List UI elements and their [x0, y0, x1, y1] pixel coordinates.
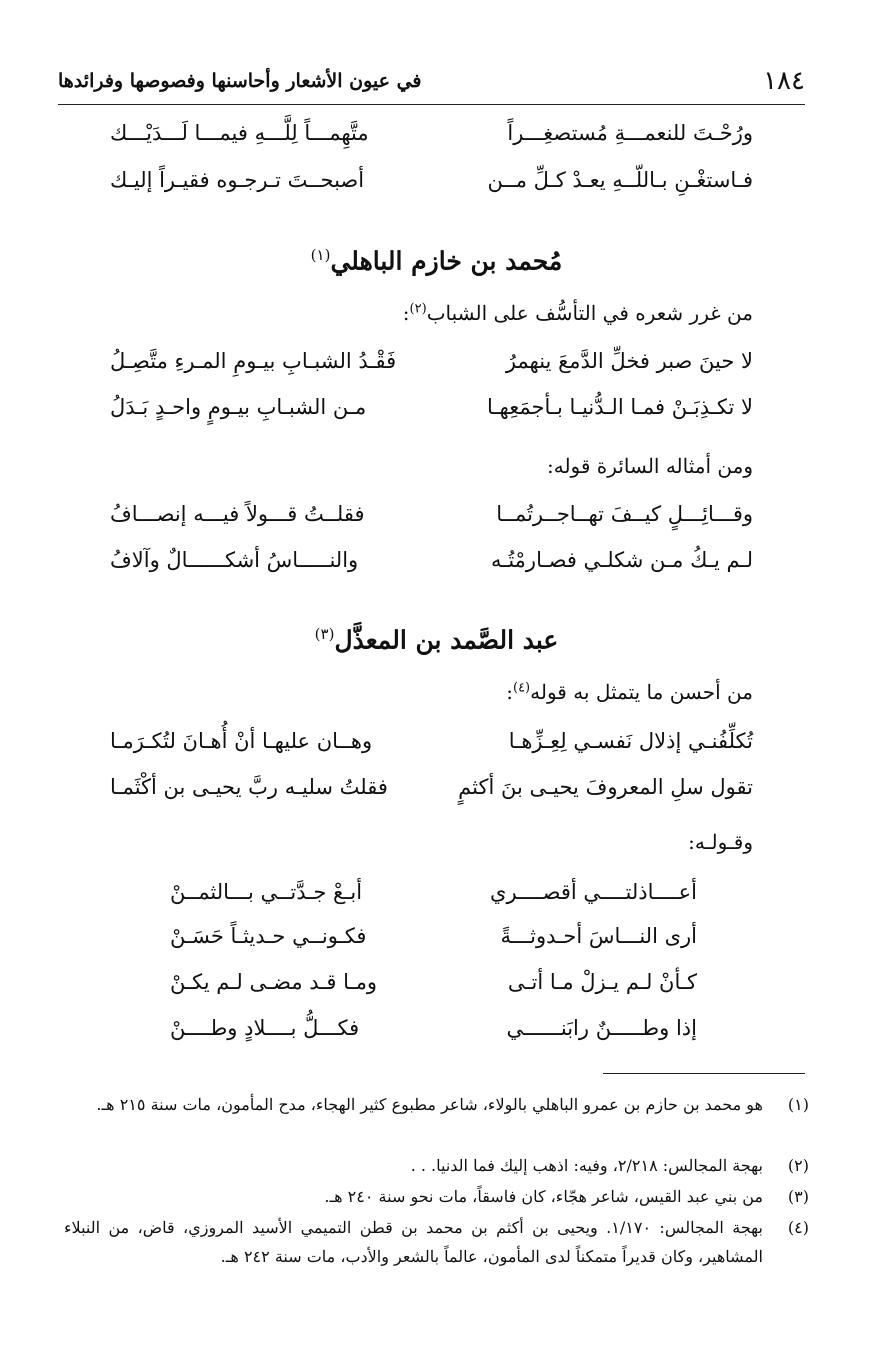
- intro-text: من أحسن ما يتمثل به قوله: [530, 680, 753, 704]
- footnote-ref: (٤): [512, 680, 531, 696]
- intro-line: [688, 830, 753, 854]
- verse-second-hemistich: ومـا قـد مضـى لـم يكـنْ: [170, 970, 378, 994]
- verse-second-hemistich: فَقْـدُ الشبـابِ بيـومِ المـرءِ متَّصِـلُ: [110, 349, 397, 373]
- verse-second-hemistich: فقلتُ سليـه ربَّ يحيـى بن أكْثَمـا: [110, 775, 388, 799]
- verse-second-hemistich: فكـــلُّ بــــلادٍ وطــــنْ: [170, 1016, 360, 1040]
- running-title: في عيون الأشعار وأحاسنها وفصوصها وفرائدها: [58, 70, 422, 92]
- section-heading: [0, 246, 873, 275]
- verse-first-hemistich: تُكلِّفُنـي إذلال نَفسـي لِعِـزِّهـا: [508, 729, 753, 753]
- poet-name: عبد الصَّمد بن المعذَّل: [334, 625, 559, 655]
- footnote: [64, 1090, 809, 1148]
- verse-line: [110, 729, 753, 769]
- page-header: [58, 66, 805, 96]
- poet-name: مُحمد بن خازم الباهلي: [330, 246, 563, 276]
- intro-line: [403, 301, 753, 325]
- footnote-text: بهجة المجالس: ٢/٢١٨، وفيه: اذهب إليك فما الدنيا. . .: [410, 1156, 763, 1175]
- verse-first-hemistich: كـأنْ لـم يـزلْ مـا أتـى: [507, 970, 697, 994]
- section-heading: [0, 625, 873, 654]
- footnote-ref: (٣): [314, 625, 335, 643]
- intro-text: وقـولـه:: [688, 830, 753, 854]
- intro-colon: :: [402, 301, 410, 325]
- verse-first-hemistich: إذا وطـــــنٌ رابَنــــــي: [506, 1016, 697, 1040]
- verse-first-hemistich: أعــــاذلتــــي أقصــــري: [490, 880, 697, 904]
- verse-line: [110, 502, 753, 542]
- header-rule: [58, 104, 805, 105]
- verse-line: [110, 395, 753, 435]
- footnote-number: (٣): [787, 1187, 809, 1206]
- verse-second-hemistich: مـن الشبـابِ بيـومٍ واحـدٍ بَـدَلُ: [110, 395, 367, 419]
- footnote-number: (٤): [787, 1218, 809, 1237]
- verse-second-hemistich: فقلــتُ قـــولاً فيـــه إنصـــافُ: [110, 502, 365, 526]
- verse-line: [170, 880, 697, 920]
- verse-first-hemistich: وقـــائِـــلٍ كيــفَ تهــاجــرتُمــا: [496, 502, 753, 526]
- footnote-rule: [603, 1073, 805, 1074]
- verse-line: [110, 349, 753, 389]
- footnote: [64, 1151, 809, 1180]
- verse-second-hemistich: أبـعْ جـدَّتــي بـــالثمــنْ: [170, 880, 363, 904]
- verse-second-hemistich: وهــان عليهـا أنْ أُهـانَ لتُكـرَمـا: [110, 729, 373, 753]
- verse-first-hemistich: أرى النـــاسَ أحـدوثـــةً: [500, 924, 697, 948]
- footnote: [64, 1182, 809, 1211]
- verse-first-hemistich: فـاستغْـنِ بـاللّــهِ يعـدْ كـلِّ مــن: [487, 168, 753, 192]
- verse-line: [170, 970, 697, 1010]
- verse-line: [170, 1016, 697, 1056]
- footnote-text: من بني عبد القيس، شاعر هجّاء، كان فاسقاً، مات نحو سنة ٢٤٠ هـ.: [324, 1187, 763, 1206]
- verse-line: [110, 168, 753, 208]
- verse-line: [110, 121, 753, 161]
- verse-first-hemistich: ورُحْـتَ للنعمـــةِ مُستصغِـــراً: [507, 121, 753, 145]
- footnote-number: (١): [787, 1095, 809, 1114]
- verse-second-hemistich: والنـــــاسُ أشكــــــالٌ وآلافُ: [110, 548, 359, 572]
- intro-colon: :: [506, 680, 513, 704]
- footnote-number: (٢): [787, 1156, 809, 1175]
- intro-text: ومن أمثاله السائرة قوله:: [547, 454, 753, 478]
- verse-second-hemistich: أصبحــتَ تـرجـوه فقيـراً إليـك: [110, 168, 365, 192]
- verse-line: [110, 775, 753, 815]
- verse-first-hemistich: لا حينَ صبر فخلِّ الدَّمعَ ينهمرُ: [505, 349, 753, 373]
- footnote-ref: (١): [310, 246, 331, 264]
- verse-first-hemistich: تقول سلِ المعروفَ يحيـى بنَ أكثمٍ: [458, 775, 753, 799]
- footnote-text: هو محمد بن حازم بن عمرو الباهلي بالولاء، شاعر مطبوع كثير الهجاء، مدح المأمون، مات سنة ٢١٥ هـ.: [96, 1095, 763, 1114]
- page-number: ١٨٤: [763, 66, 805, 96]
- intro-line: [547, 454, 753, 478]
- verse-second-hemistich: متَّهِمـــاً لِلَّـــهِ فيمـــا لَـــدَيْـــك: [110, 121, 369, 145]
- footnote-ref: (٢): [409, 301, 427, 317]
- intro-line: [506, 680, 753, 704]
- verse-line: [110, 548, 753, 588]
- verse-line: [170, 924, 697, 964]
- footnote: [64, 1213, 809, 1300]
- verse-first-hemistich: لا تكـذِبَـنْ فمـا الـدُّنيـا بـأجمَعِهـا: [486, 395, 753, 419]
- intro-text: من غرر شعره في التأسُّف على الشباب: [426, 301, 753, 325]
- verse-first-hemistich: لـم يـكُ مـن شكلـي فصـارمْتُـه: [490, 548, 753, 572]
- footnote-text: بهجة المجالس: ١/١٧٠. ويحيى بن أكثم بن محمد بن قطن التميمي الأسيد المروزي، قاض، من النبلاء المشاهير، وكان قديراً متمكناً لدى المأمون، عالماً بالشعر والأدب، مات سنة ٢٤٢ هـ.: [64, 1218, 763, 1266]
- verse-second-hemistich: فكـونــي حـديثـاً حَسَـنْ: [170, 924, 367, 948]
